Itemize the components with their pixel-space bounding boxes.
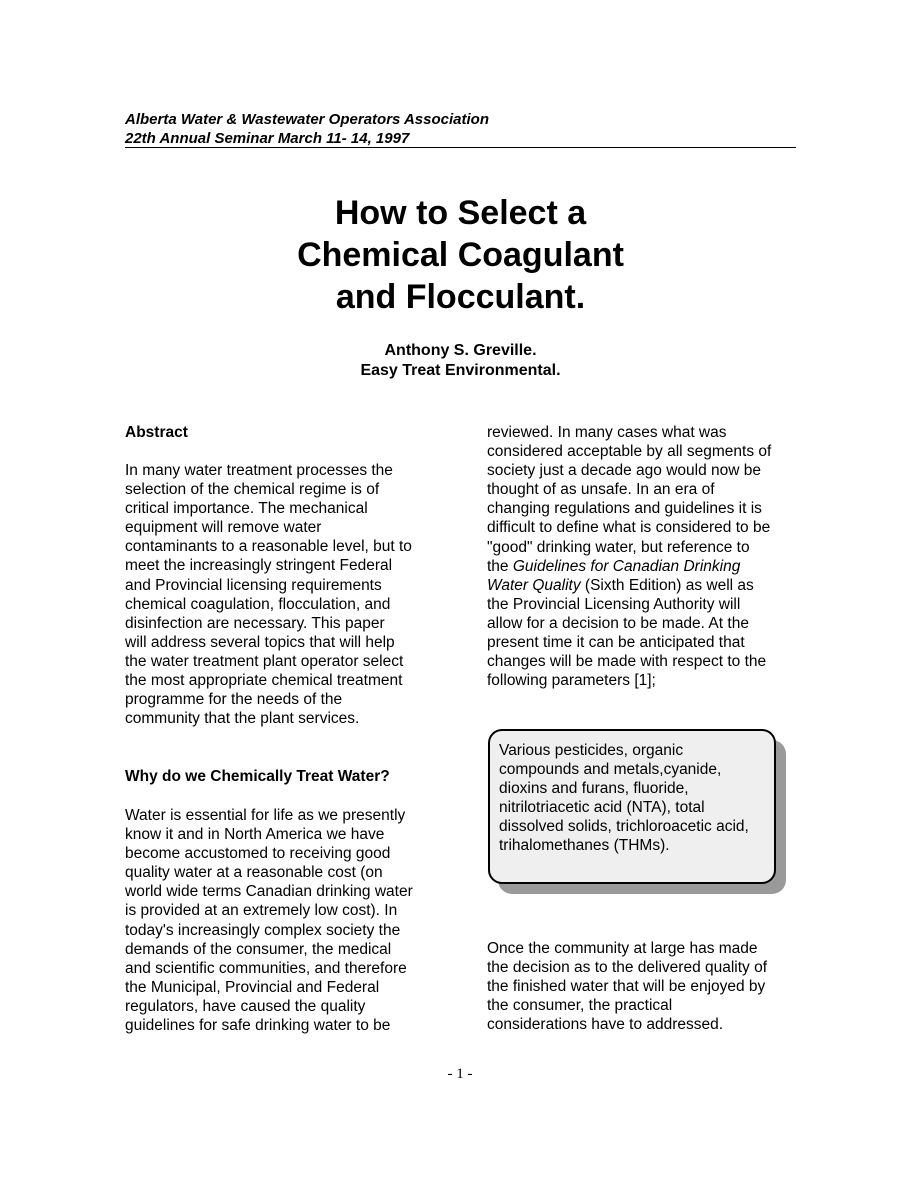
body-line: the Municipal, Provincial and Federal <box>125 978 380 996</box>
callout-line: compounds and metals,cyanide, <box>499 761 722 779</box>
body-line: the decision as to the delivered quality of <box>487 959 768 977</box>
paper-title <box>125 192 796 318</box>
callout-line: nitrilotriacetic acid (NTA), total <box>499 799 705 817</box>
abstract-heading: Abstract <box>125 424 188 441</box>
body-line: changing regulations and guidelines it is <box>487 500 762 518</box>
body-line: difficult to define what is considered to be <box>487 519 771 537</box>
body-line: demands of the consumer, the medical <box>125 940 392 958</box>
body-line: quality water at a reasonable cost (on <box>125 864 383 882</box>
body-line: changes will be made with respect to the <box>487 653 767 671</box>
body-line: guidelines for safe drinking water to be <box>125 1017 391 1035</box>
abstract-line: chemical coagulation, flocculation, and <box>125 595 391 613</box>
page-number: - 1 - <box>447 1066 473 1082</box>
body-line: the Provincial Licensing Authority will <box>487 595 741 613</box>
body-line: is provided at an extremely low cost). In <box>125 902 398 920</box>
abstract-line: critical importance. The mechanical <box>125 500 368 518</box>
abstract-body <box>125 461 445 728</box>
abstract-line: the water treatment plant operator select <box>125 652 404 670</box>
body-line: become accustomed to receiving good <box>125 845 391 863</box>
body-line: and scientific communities, and therefore <box>125 959 407 977</box>
callout-line: dissolved solids, trichloroacetic acid, <box>499 818 749 836</box>
conference-header <box>125 110 796 148</box>
header-divider <box>125 147 796 148</box>
body-line <box>487 576 797 595</box>
header-seminar: 22th Annual Seminar March 11- 14, 1997 <box>125 130 410 147</box>
title-line-1: How to Select a <box>334 194 587 232</box>
abstract-line: contaminants to a reasonable level, but to <box>125 538 412 556</box>
header-association: Alberta Water & Wastewater Operators Association <box>125 111 489 128</box>
byline <box>125 341 796 381</box>
body-line: society just a decade ago would now be <box>487 462 762 480</box>
guideline-title-part-2: Water Quality <box>487 576 581 594</box>
guideline-title-part-1: Guidelines for Canadian Drinking <box>512 557 741 575</box>
body-line <box>487 557 797 576</box>
body-line: considered acceptable by all segments of <box>487 443 772 461</box>
continued-paragraph <box>487 423 797 690</box>
callout-line: trihalomethanes (THMs). <box>499 837 670 855</box>
abstract-line: meet the increasingly stringent Federal <box>125 557 393 575</box>
body-line: considerations have to addressed. <box>487 1016 724 1034</box>
body-line: thought of as unsafe. In an era of <box>487 481 715 499</box>
text-run: (Sixth Edition) as well as <box>580 576 754 594</box>
abstract-line: selection of the chemical regime is of <box>125 481 380 499</box>
abstract-line: In many water treatment processes the <box>125 462 393 479</box>
title-line-2: Chemical Coagulant <box>297 236 624 274</box>
body-line: reviewed. In many cases what was <box>487 424 727 441</box>
abstract-line: equipment will remove water <box>125 519 322 537</box>
text-run: the <box>487 557 513 575</box>
why-section-heading-block <box>125 767 445 786</box>
section-heading: Why do we Chemically Treat Water? <box>125 768 390 785</box>
abstract-line: disinfection are necessary. This paper <box>125 614 385 632</box>
body-line: Water is essential for life as we presently <box>125 807 406 824</box>
abstract-line: and Provincial licensing requirements <box>125 576 382 594</box>
body-line: Once the community at large has made <box>487 940 758 957</box>
title-line-3: and Flocculant. <box>335 278 586 316</box>
abstract-section <box>125 423 445 442</box>
abstract-line: programme for the needs of the <box>125 691 343 709</box>
body-line: present time it can be anticipated that <box>487 634 745 652</box>
body-line: know it and in North America we have <box>125 826 385 844</box>
author-name: Anthony S. Greville. <box>384 342 537 359</box>
why-section-body <box>125 806 445 1035</box>
body-line: today's increasingly complex society the <box>125 921 401 939</box>
body-line: the consumer, the practical <box>487 997 673 1015</box>
body-line: allow for a decision to be made. At the <box>487 614 749 632</box>
body-line: regulators, have caused the quality <box>125 997 366 1015</box>
callout-line: dioxins and furans, fluoride, <box>499 780 689 798</box>
abstract-line: the most appropriate chemical treatment <box>125 672 403 690</box>
body-line: world wide terms Canadian drinking water <box>125 883 413 901</box>
abstract-line: will address several topics that will help <box>125 633 395 651</box>
author-affiliation: Easy Treat Environmental. <box>360 362 561 379</box>
abstract-line: community that the plant services. <box>125 710 360 728</box>
body-line: the finished water that will be enjoyed by <box>487 978 766 996</box>
body-line: following parameters [1]; <box>487 672 656 690</box>
callout-line: Various pesticides, organic <box>499 742 684 759</box>
body-line: "good" drinking water, but reference to <box>487 538 750 556</box>
parameters-callout-text <box>499 741 769 856</box>
closing-paragraph <box>487 939 797 1034</box>
